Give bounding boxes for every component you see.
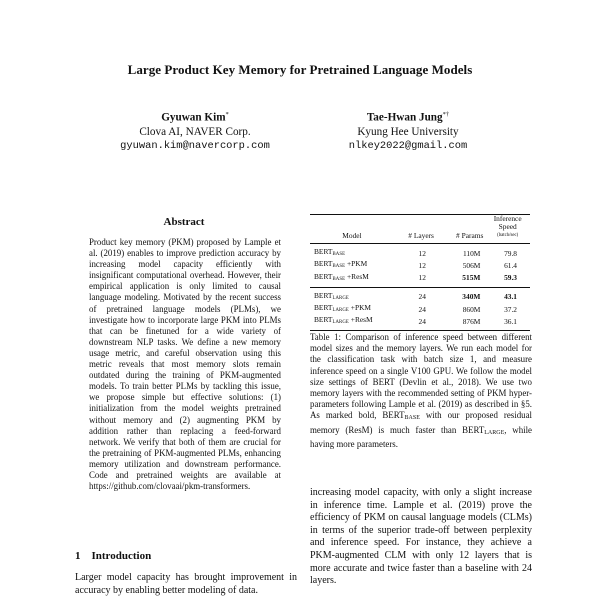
header-speed-line1: Inference	[493, 214, 522, 223]
section-heading-introduction	[75, 550, 151, 562]
cell-speed: 59.3	[504, 273, 517, 283]
author-affiliation: Clova AI, NAVER Corp.	[139, 125, 251, 138]
results-table	[310, 214, 530, 331]
cell-speed: 43.1	[504, 292, 517, 302]
cell-layers: 12	[418, 260, 426, 270]
cell-layers: 12	[418, 248, 426, 258]
paper-title: Large Product Key Memory for Pretrained Language Models	[127, 62, 473, 77]
cell-layers: 12	[418, 273, 426, 283]
model-base: BERT	[314, 290, 333, 300]
table-row	[310, 287, 530, 303]
cell-speed: 37.2	[504, 304, 517, 314]
cell-params: 860M	[462, 304, 481, 314]
header-model: Model	[342, 231, 362, 241]
author-name: Gyuwan Kim*	[161, 111, 229, 124]
model-suffix: +ResM	[345, 271, 369, 281]
cell-params: 506M	[462, 260, 481, 270]
cell-model	[310, 259, 394, 271]
abstract-heading: Abstract	[163, 216, 205, 228]
model-size: LARGE	[332, 320, 349, 326]
model-base: BERT	[314, 259, 333, 269]
author-mark: *†	[442, 111, 450, 118]
cell-params: 340M	[462, 292, 481, 302]
author-name: Tae-Hwan Jung*†	[366, 111, 450, 124]
cell-model	[310, 244, 394, 260]
cell-params: 515M	[462, 273, 481, 283]
author-email: nlkey2022@gmail.com	[348, 139, 468, 152]
table-row	[310, 315, 530, 331]
section-number: 1	[75, 550, 81, 562]
model-size: BASE	[332, 264, 346, 270]
header-layers: # Layers	[408, 231, 434, 241]
caption-text-3: , while having more parameters.	[310, 424, 533, 449]
model-base: BERT	[314, 271, 333, 281]
header-speed-line2: Speed	[498, 222, 517, 232]
caption-text-2: with our proposed residual memory (ResM) is much faster than BERT	[310, 410, 532, 435]
model-size: LARGE	[332, 308, 349, 314]
table-caption	[310, 332, 532, 450]
model-size: BASE	[332, 276, 346, 282]
cell-model	[310, 287, 394, 303]
cell-layers: 24	[418, 316, 426, 326]
cell-params: 110M	[462, 248, 481, 258]
table-row	[310, 272, 530, 288]
model-suffix: +PKM	[345, 259, 368, 269]
section-title: Introduction	[91, 550, 152, 562]
table-group-base	[310, 244, 530, 288]
header-params: # Params	[456, 231, 484, 241]
table-header-row	[310, 215, 530, 244]
model-size: LARGE	[332, 295, 349, 301]
table-row	[310, 244, 530, 260]
model-base: BERT	[314, 247, 333, 257]
table-group-large	[310, 287, 530, 331]
model-size: BASE	[332, 252, 346, 258]
caption-subscript-1: BASE	[404, 415, 420, 422]
author-email: gyuwan.kim@navercorp.com	[120, 139, 270, 152]
cell-model	[310, 303, 394, 315]
caption-subscript-2: LARGE	[484, 429, 505, 436]
cell-model	[310, 315, 394, 331]
header-speed	[485, 215, 530, 244]
introduction-body: Larger model capacity has brought improvement in accuracy by enabling better modeling of data.	[75, 572, 297, 596]
table-row	[310, 259, 530, 271]
abstract-body: Product key memory (PKM) proposed by Lample et al. (2019) enables to improve prediction accuracy by increasing model capacity efficiently with insignificant computational overhead. However, their empirical application is only limited to causal language modeling. Motivated by the recent success of pretrained language models (PLMs), we investigate how to incorporate large PKM into PLMs that can be finetuned for a wide variety of downstream NLP tasks. We define a new memory usage metric, and careful observation using this metric reveals that most memory slots remain outdated during the training of PKM-augmented models. To train better PLMs by tackling this issue, we propose simple but effective solutions: (1) initialization from the model weights pretrained without memory and (2) augmenting PKM by addition rather than replacing a feed-forward network. We verify that both of them are crucial for the pretraining of PKM-augmented PLMs, enhancing memory utilization and downstream performance. Code and pretrained weights are available at https://github.com/clovaai/pkm-transformers.	[89, 237, 281, 492]
header-speed-unit: (batch/sec)	[497, 232, 519, 238]
model-suffix: +PKM	[348, 303, 371, 313]
model-base: BERT	[314, 303, 333, 313]
table-row	[310, 303, 530, 315]
author-affiliation: Kyung Hee University	[357, 125, 459, 138]
cell-speed: 61.4	[504, 260, 517, 270]
author-block-1	[100, 108, 290, 153]
caption-text-1: Table 1: Comparison of inference speed between different model sizes and the memory layers. We run each model for the classification task with batch size 1, and measure inference speed on a single V100 GPU. We follow the model size settings of BERT (Devlin et al., 2018). We use two memory layers with the recommended setting of PKM hyper-parameters following Lample et al. (2019) as described in §5. As marked bold, BERT	[310, 332, 532, 421]
model-base: BERT	[314, 315, 333, 325]
author-mark: *	[225, 111, 229, 118]
cell-speed: 79.8	[504, 248, 517, 258]
cell-params: 876M	[462, 316, 481, 326]
cell-model	[310, 272, 394, 288]
cell-layers: 24	[418, 304, 426, 314]
model-suffix: +ResM	[348, 315, 373, 325]
right-column-body: increasing model capacity, with only a slight increase in inference time. Lample et al. (2019) prove the efficiency of PKM on causal language models (CLMs) in terms of the superior trade-off between perplexity and inference speed. For instance, they achieve a PKM-augmented CLM with only 12 layers that is more accurate and twice faster than a baseline with 24 layers.	[310, 487, 532, 587]
author-block-2	[318, 108, 498, 153]
cell-speed: 36.1	[504, 316, 517, 326]
cell-layers: 24	[418, 292, 426, 302]
